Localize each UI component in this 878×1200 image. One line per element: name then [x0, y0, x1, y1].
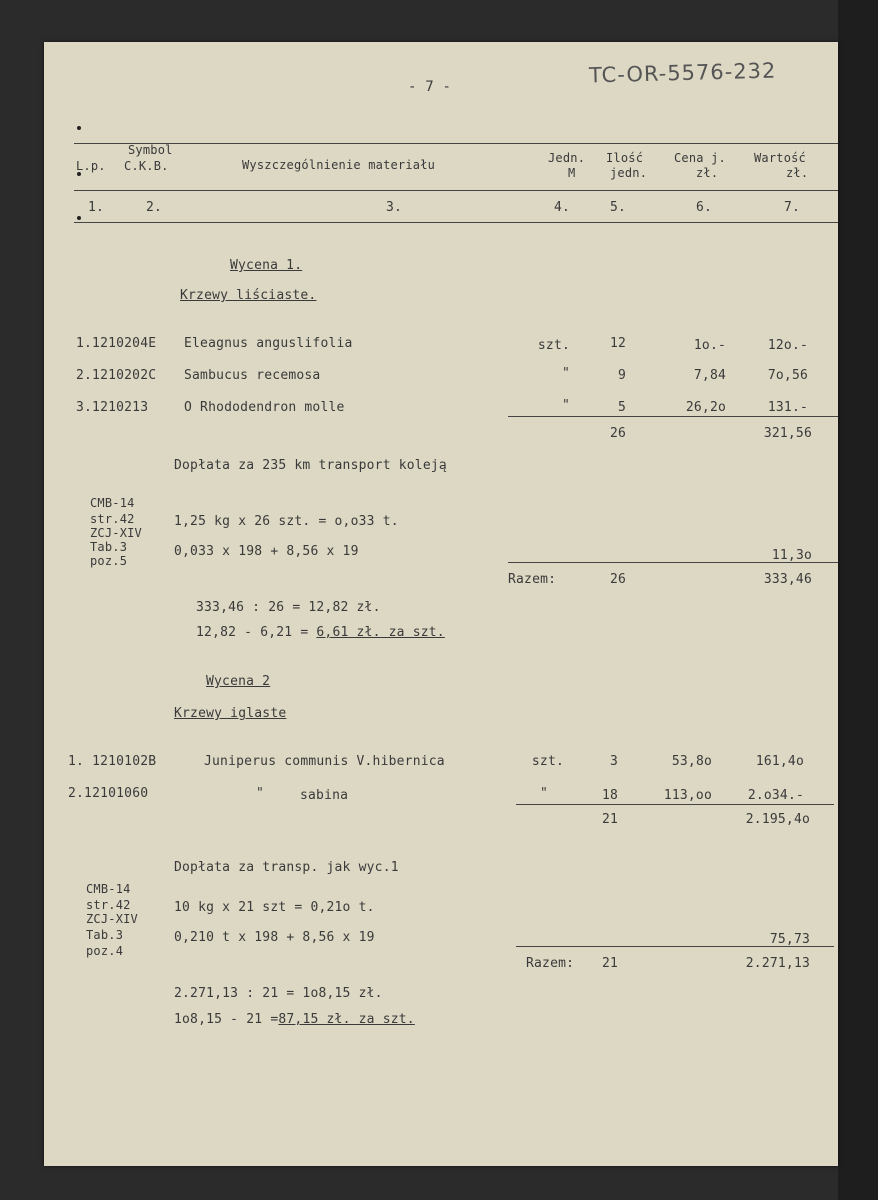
header-price: Cena j. [674, 151, 726, 165]
calc-line: 10 kg x 21 szt = 0,21o t. [174, 900, 375, 915]
calc-line: 1,25 kg x 26 szt. = o,o33 t. [174, 514, 399, 529]
total-qty: 21 [601, 956, 618, 971]
item-name: " [256, 786, 265, 801]
header-value-unit: zł. [786, 166, 809, 180]
item-symbol: 3.1210213 [76, 400, 149, 415]
item-symbol: 2.12101060 [68, 786, 149, 801]
item-value: 2.o34.- [747, 788, 804, 803]
sum-rule [508, 416, 838, 417]
item-qty: 5 [617, 400, 626, 415]
reference: Tab.3 [86, 928, 124, 942]
total-label: Razem: [526, 956, 575, 971]
column-number: 2. [146, 200, 163, 215]
punch-hole [77, 216, 81, 220]
item-unit: szt. [537, 338, 570, 353]
item-qty: 18 [601, 788, 618, 803]
column-number: 7. [784, 200, 801, 215]
calc-line: 0,210 t x 198 + 8,56 x 19 [174, 930, 375, 945]
subtotal-qty: 26 [609, 426, 626, 441]
reference: CMB-14 [90, 496, 135, 510]
background-strip [838, 0, 878, 1200]
item-symbol: 1. 1210102B [68, 754, 157, 769]
item-name: Juniperus communis V.hibernica [204, 754, 445, 769]
result-prefix: 1o8,15 - 21 = [174, 1012, 279, 1027]
header-symbol: Symbol [128, 143, 173, 157]
item-qty: 9 [617, 368, 626, 383]
section-subtitle: Krzewy iglaste [174, 706, 287, 721]
header-rule [74, 190, 838, 191]
header-lp: L.p. [76, 159, 106, 173]
item-qty: 12 [609, 336, 626, 351]
result-line: 333,46 : 26 = 12,82 zł. [196, 600, 381, 615]
reference: str.42 [90, 512, 135, 526]
total-label: Razem: [508, 572, 557, 587]
column-number: 1. [88, 200, 105, 215]
document-page [44, 42, 838, 1166]
subtotal-qty: 21 [601, 812, 618, 827]
header-ckb: C.K.B. [124, 159, 169, 173]
item-name: sabina [300, 788, 349, 803]
item-price: 113,oo [663, 788, 712, 803]
total-value: 333,46 [763, 572, 812, 587]
item-qty: 3 [609, 754, 618, 769]
reference: poz.4 [86, 944, 124, 958]
item-name: Eleagnus anguslifolia [184, 336, 353, 351]
page-number: - 7 - [408, 79, 452, 95]
header-rule [74, 143, 838, 144]
item-symbol: 1.1210204E [76, 336, 157, 351]
transport-value: 75,73 [769, 932, 810, 947]
calc-line: 0,033 x 198 + 8,56 x 19 [174, 544, 359, 559]
item-value: 131.- [767, 400, 808, 415]
item-unit: " [561, 398, 570, 413]
result-unit-price: 6,61 zł. za szt. [316, 625, 445, 640]
item-price: 26,2o [685, 400, 726, 415]
column-number: 6. [696, 200, 713, 215]
item-value: 12o.- [767, 338, 808, 353]
column-number: 3. [386, 200, 403, 215]
reference: ZCJ-XIV [90, 526, 142, 540]
reference: str.42 [86, 898, 131, 912]
result-line [196, 625, 445, 640]
surcharge-title: Dopłata za 235 km transport koleją [174, 458, 447, 473]
section-title: Wycena 2 [206, 674, 271, 689]
subtotal-value: 2.195,4o [745, 812, 810, 827]
result-prefix: 12,82 - 6,21 = [196, 625, 317, 640]
item-price: 7,84 [693, 368, 726, 383]
header-unit-m: M [568, 166, 576, 180]
header-unit: Jedn. [548, 151, 586, 165]
item-name: O Rhododendron molle [184, 400, 345, 415]
item-price: 1o.- [693, 338, 726, 353]
reference: poz.5 [90, 554, 128, 568]
header-price-unit: zł. [696, 166, 719, 180]
result-unit-price: 87,15 zł. za szt. [278, 1012, 415, 1027]
result-line: 2.271,13 : 21 = 1o8,15 zł. [174, 986, 383, 1001]
column-number: 5. [610, 200, 627, 215]
surcharge-title: Dopłata za transp. jak wyc.1 [174, 860, 399, 875]
header-qty: Ilość [606, 151, 644, 165]
header-value: Wartość [754, 151, 806, 165]
result-line [174, 1012, 415, 1027]
reference: ZCJ-XIV [86, 912, 138, 926]
item-name: Sambucus recemosa [184, 368, 321, 383]
sum-rule [516, 804, 834, 805]
section-title: Wycena 1. [230, 258, 303, 273]
header-material: Wyszczególnienie materiału [242, 158, 436, 172]
column-number: 4. [554, 200, 571, 215]
total-qty: 26 [609, 572, 626, 587]
reference: CMB-14 [86, 882, 131, 896]
item-unit: szt. [531, 754, 564, 769]
total-value: 2.271,13 [745, 956, 810, 971]
item-symbol: 2.1210202C [76, 368, 157, 383]
punch-hole [77, 126, 81, 130]
item-unit: " [539, 786, 548, 801]
transport-value: 11,3o [771, 548, 812, 563]
item-price: 53,8o [671, 754, 712, 769]
section-subtitle: Krzewy liściaste. [180, 288, 317, 303]
item-unit: " [561, 366, 570, 381]
reference: Tab.3 [90, 540, 128, 554]
header-qty-unit: jedn. [610, 166, 648, 180]
header-rule [74, 222, 838, 223]
archive-signature: TC-OR-5576-232 [588, 58, 777, 88]
item-value: 161,4o [755, 754, 804, 769]
item-value: 7o,56 [767, 368, 808, 383]
subtotal-value: 321,56 [763, 426, 812, 441]
